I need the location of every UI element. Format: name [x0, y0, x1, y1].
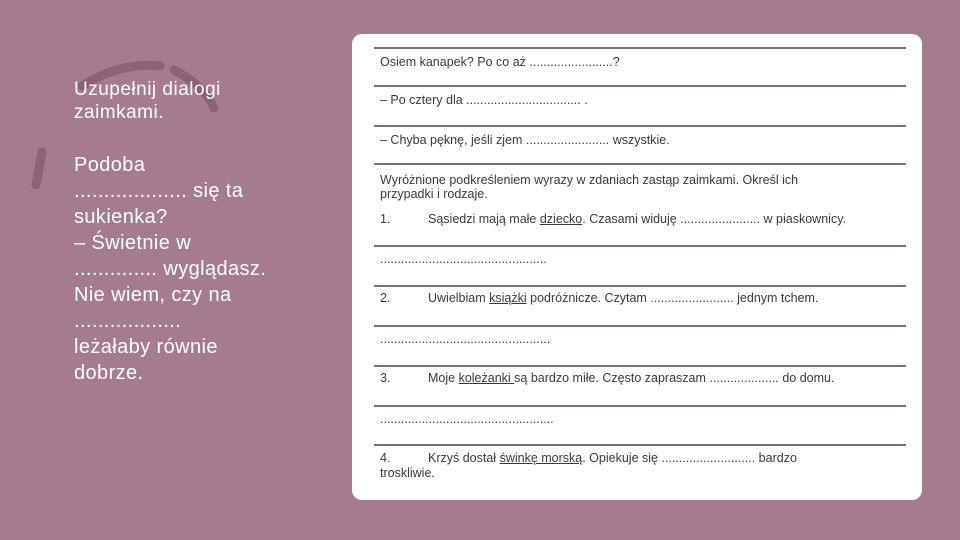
dialog-text: Podoba ................... się ta sukienka? – Świetnie w .............. wyglądasz. Nie wiem, czy na .................. leżałaby równie dobrze. [74, 154, 267, 384]
line-rule [374, 405, 906, 407]
line-rule [374, 285, 906, 287]
line-rule [374, 47, 906, 49]
line-rule [374, 245, 906, 247]
instruction-line-2: przypadki i rodzaje. [380, 187, 488, 201]
sentence-4-continuation: troskliwie. [380, 466, 435, 480]
answer-line-2: ................................................. [380, 332, 551, 346]
item-number: 4. [380, 451, 391, 465]
dialog-line-1: Osiem kanapek? Po co aż ........................? [380, 55, 620, 69]
line-rule [374, 325, 906, 327]
dialog-line-2: – Po cztery dla ................................. . [380, 93, 588, 107]
line-rule [374, 163, 906, 165]
task-title: Uzupełnij dialogi zaimkami. [74, 79, 221, 123]
sentence-3: Moje koleżanki są bardzo miłe. Często zapraszam .................... do domu. [428, 371, 835, 385]
line-rule [374, 85, 906, 87]
instruction-line-1: Wyróżnione podkreśleniem wyrazy w zdaniach zastąp zaimkami. Określ ich [380, 173, 799, 187]
item-number: 1. [380, 212, 391, 226]
sentence-2: Uwielbiam książki podróżnicze. Czytam ........................ jednym tchem. [428, 291, 819, 305]
item-number: 2. [380, 291, 391, 305]
item-number: 3. [380, 371, 391, 385]
line-rule [374, 444, 906, 446]
underlined-word: koleżanki [458, 371, 515, 385]
line-rule [374, 365, 906, 367]
sentence-4: Krzyś dostał świnkę morską. Opiekuje się ........................... bardzo [428, 451, 797, 465]
answer-line-3: .................................................. [380, 412, 554, 426]
underlined-word: dziecko [539, 212, 583, 226]
dialog-line-3: – Chyba pęknę, jeśli zjem ........................ wszystkie. [380, 133, 670, 147]
answer-line-1: ................................................ [380, 252, 547, 266]
underlined-word: świnkę morską [499, 451, 583, 465]
underlined-word: książki [489, 291, 527, 305]
sentence-1: Sąsiedzi mają małe dziecko. Czasami widuję ....................... w piaskownicy. [428, 212, 846, 226]
line-rule [374, 125, 906, 127]
